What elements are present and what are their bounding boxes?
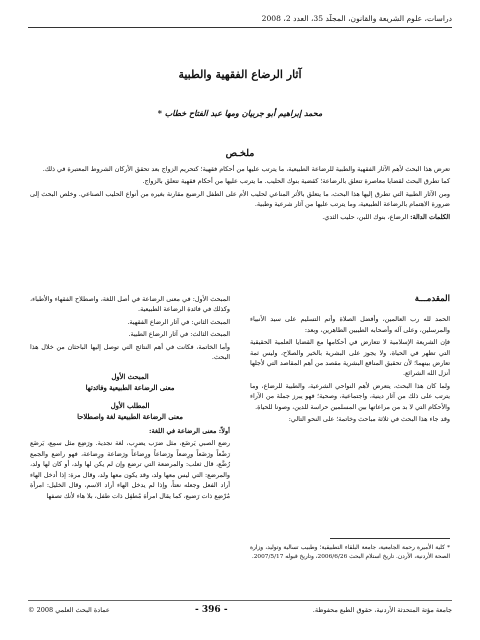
- definition-body: رضع الصبي يَرضَع، مثل ضرَب يضرِب، لغة نجدية. ورَضِع مثل سمِع، يَرضَع رَضْعاً ورَضَعاً ورِضعاً ورَضاعاً ورِضاعاً ورَضاعة ورِضاعة، فهو راضع والجمع رُضَّع، قال ثعلب: والمرضعة التي ترضع وإن لم يكن لها ولد، أو كان لها ولد، والمرضع: التي ليس معها ولد، وقد يكون معها ولد، وقال مرة: إذا أدخل الهاء أراد الفعل وجعله نعتاً، وإذا لم يدخل الهاء أراد الاسم، وقال الخليل: امرأة مُرْضِع ذات رَضيع، كما يقال امرأة مُطفِل ذات طفل، بلا هاء لأنك تصفها: [30, 439, 230, 500]
- plan-item: وأما الخاتمة، فكانت في أهم النتائج التي توصل إليها الباحثان من خلال هذا البحث.: [30, 342, 230, 362]
- header-rule: [28, 27, 452, 28]
- plan-column: [30, 294, 230, 503]
- abstract-paragraph: كما تطرق البحث لقضايا معاصرة تتعلق بالرضاعة؛ كقضية بنوك الحليب. ما يترتب عليها من أحكام فقهية تتعلق بالزواج.: [142, 177, 450, 186]
- intro-paragraph: الحمد لله رب العالمين، وأفضل الصلاة وأتم التسليم على سيد الأنبياء والمرسلين، وعلى آله وأصحابه الطيبين الطاهرين، وبعد:: [250, 315, 450, 334]
- footnote: * كلية الأميرة رحمة الجامعية، جامعة البلقاء التطبيقية؛ وطبيب تسالية وتوليد، وزارة الصحة الأردنية، الأردن. تاريخ استلام البحث 2006/6/26، وتاريخ قبوله 2007/5/17.: [250, 545, 450, 561]
- subsection-subheading: معنى الرضاعة الطبيعية لغة واصطلاحا: [77, 412, 183, 421]
- footer-rule: [28, 600, 452, 601]
- section-heading: المبحث الأول: [111, 373, 149, 382]
- intro-paragraph: فإن الشريعة الإسلامية لا تتعارض في أحكامها مع القضايا العلمية الحقيقية التي تظهر في الحياة، ولا يجوز على البشرية بالخير والصلاح، وليس ثمة تعارض بينهما؛ لأن تحقيق المنافع البشرية مقصد من أهم المقاصد التي لأجلها أنزل الله الشرائع.: [250, 338, 450, 378]
- plan-item: المبحث الثالث: في آثار الرضاع الطبية.: [128, 330, 230, 339]
- abstract-paragraph: ومن الآثار الطبية التي تطرق إليها هذا البحث، ما يتعلق بالأثر المناعي لحليب الأم على الطفل الرضيع مقارنة بغيره من أنواع الحليب الصناعي. وخلص البحث إلى ضرورة الاهتمام بالرضاعة الطبيعية، وما يترتب عليها من آثار شرعية وطبية.: [30, 189, 450, 209]
- plan-item: المبحث الأول: في معنى الرضاعة في أصل اللغة، واصطلاح الفقهاء والأطباء، وكذلك في فائدة الرضاعة الطبيعية.: [30, 295, 230, 314]
- footnote-rule: [330, 538, 450, 539]
- abstract-heading: ملخـص: [225, 148, 255, 159]
- paper-authors: محمد إبراهيم أبو جربيان ومها عبد الفتاح خطاب *: [157, 108, 323, 118]
- footer-journal: جامعة مؤتة المتحدثة الأردنية، حقوق الطبع محفوظة.: [312, 606, 452, 614]
- intro-paragraph: وقد جاء هذا البحث في ثلاثة مباحث وخاتمة؛ على النحو التالي:: [288, 415, 450, 424]
- plan-item: المبحث الثاني: في آثار الرضاع الفقهية.: [127, 317, 230, 326]
- running-head: دراسات، علوم الشريعة والقانون، المجلّد 35، العدد 2، 2008: [261, 14, 452, 23]
- abstract-paragraph: تعرض هذا البحث لأهم الآثار الفقهية والطبية للرضاعة الطبيعية، ما يترتب عليها من أحكام فقهية؛ كتحريم الزواج بعد تحقق الأركان الشروط المعتبرة في ذلك.: [42, 165, 450, 173]
- keywords-line: [30, 212, 450, 222]
- page-number: - 396 -: [195, 605, 228, 615]
- subsection-heading: المطلب الأول: [110, 402, 150, 411]
- section-subheading: معنى الرضاعة الطبيعية وفائدتها: [85, 383, 175, 392]
- footer-copyright: © 2008 عمادة البحث العلمي: [28, 606, 110, 614]
- keywords-label: الكلمات الدالة:: [410, 212, 450, 221]
- intro-paragraph: ولما كان هذا البحث، يتعرض لأهم النواحي الشرعية، والطبية للرضاع، وما يترتب على ذلك من آثار دينية، واجتماعية، وصحية؛ فهو يبرز جملة من الآراء والأحكام التي لا بد من مراعاتها بين المسلمين حراسة للدين، وصونا للحياة.: [250, 381, 450, 411]
- abstract-block: [30, 164, 450, 224]
- definition-heading: أولاً: معنى الرضاعة في اللغة:: [149, 427, 230, 436]
- intro-heading: المقدمـــة: [414, 294, 450, 304]
- paper-title: آثار الرضاع الفقهية والطبية: [178, 68, 302, 81]
- page-footer: [28, 604, 452, 616]
- keywords-text: الرضاع، بنوك اللبن، حليب الثدي.: [322, 212, 409, 221]
- intro-column: [250, 294, 450, 426]
